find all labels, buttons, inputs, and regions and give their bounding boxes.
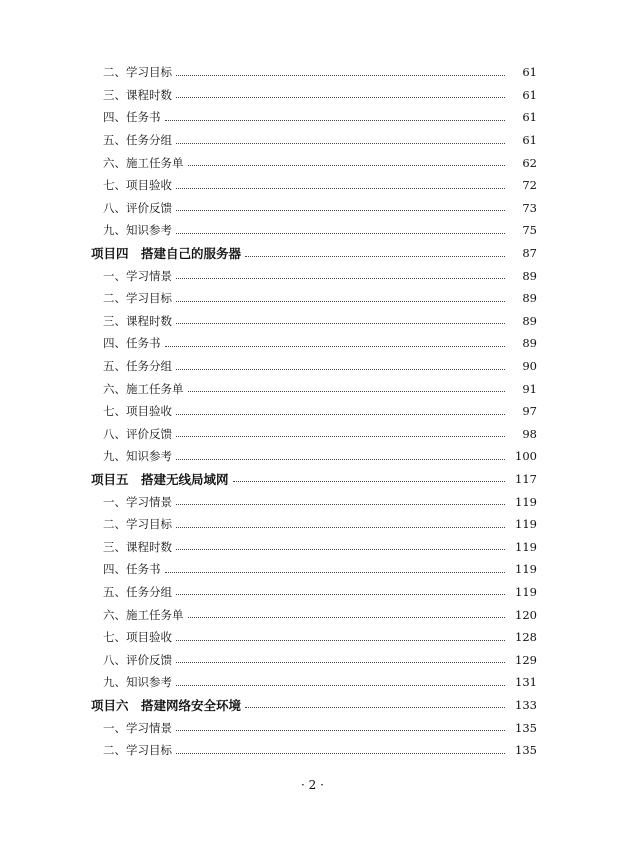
- toc-entry-page: 119: [515, 517, 537, 532]
- toc-project-entry[interactable]: [91, 242, 537, 265]
- toc-entry-page: 89: [522, 268, 537, 283]
- toc-entry[interactable]: [103, 287, 537, 310]
- toc-project-entry[interactable]: [91, 694, 537, 717]
- toc-entry-page: 97: [522, 404, 537, 419]
- leader-dots: [176, 436, 505, 437]
- toc-entry[interactable]: [103, 400, 537, 423]
- leader-dots: [188, 617, 506, 618]
- toc-entry-title: 四、任务书: [103, 335, 165, 351]
- toc-entry-page: 131: [515, 675, 537, 690]
- toc-entry-page: 120: [515, 607, 537, 622]
- leader-dots: [176, 75, 505, 76]
- toc-entry-title: 项目四 搭建自己的服务器: [91, 244, 245, 262]
- toc-entry-title: 九、知识参考: [103, 448, 176, 464]
- leader-dots: [176, 278, 505, 279]
- toc-entry-title: 二、学习目标: [103, 64, 176, 80]
- toc-entry-page: 119: [515, 562, 537, 577]
- toc-entry-title: 六、施工任务单: [103, 155, 188, 171]
- toc-entry-title: 八、评价反馈: [103, 200, 176, 216]
- toc-entry-title: 二、学习目标: [103, 290, 176, 306]
- toc-entry[interactable]: [103, 310, 537, 333]
- leader-dots: [176, 662, 505, 663]
- leader-dots: [176, 369, 505, 370]
- leader-dots: [176, 323, 505, 324]
- toc-entry-title: 二、学习目标: [103, 742, 176, 758]
- toc-entry-title: 九、知识参考: [103, 222, 176, 238]
- leader-dots: [176, 188, 505, 189]
- toc-entry-page: 135: [515, 743, 537, 758]
- toc-entry-page: 100: [515, 449, 537, 464]
- toc-entry-title: 项目五 搭建无线局域网: [91, 470, 233, 488]
- leader-dots: [176, 549, 505, 550]
- toc-entry-page: 98: [522, 426, 537, 441]
- toc-entry[interactable]: [103, 129, 537, 152]
- toc-entry-page: 119: [515, 584, 537, 599]
- toc-entry[interactable]: [103, 61, 537, 84]
- toc-entry-title: 六、施工任务单: [103, 607, 188, 623]
- toc-entry[interactable]: [103, 151, 537, 174]
- toc-entry[interactable]: [103, 84, 537, 107]
- leader-dots: [176, 233, 505, 234]
- toc-entry-title: 四、任务书: [103, 109, 165, 125]
- toc-entry[interactable]: [103, 174, 537, 197]
- leader-dots: [176, 527, 505, 528]
- toc-entry-page: 129: [515, 652, 537, 667]
- leader-dots: [245, 707, 505, 708]
- toc-entry[interactable]: [103, 535, 537, 558]
- toc-entry-page: 89: [522, 336, 537, 351]
- toc-entry-title: 七、项目验收: [103, 403, 176, 419]
- toc-entry-page: 61: [522, 110, 537, 125]
- toc-entry[interactable]: [103, 513, 537, 536]
- toc-entry[interactable]: [103, 377, 537, 400]
- toc-entry-page: 119: [515, 539, 537, 554]
- toc-entry-title: 八、评价反馈: [103, 652, 176, 668]
- leader-dots: [176, 685, 505, 686]
- leader-dots: [245, 256, 505, 257]
- toc-entry-page: 87: [522, 246, 537, 261]
- toc-entry-title: 五、任务分组: [103, 132, 176, 148]
- leader-dots: [165, 346, 506, 347]
- leader-dots: [165, 572, 506, 573]
- toc-entry-page: 73: [522, 200, 537, 215]
- leader-dots: [176, 459, 505, 460]
- toc-entry-page: 117: [515, 471, 537, 486]
- toc-entry[interactable]: [103, 716, 537, 739]
- toc-entry[interactable]: [103, 603, 537, 626]
- toc-entry[interactable]: [103, 106, 537, 129]
- toc-entry-title: 九、知识参考: [103, 674, 176, 690]
- toc-entry[interactable]: [103, 671, 537, 694]
- toc-entry-title: 三、课程时数: [103, 87, 176, 103]
- toc-entry-title: 一、学习情景: [103, 720, 176, 736]
- toc-entry[interactable]: [103, 648, 537, 671]
- toc-entry-title: 一、学习情景: [103, 268, 176, 284]
- toc-project-entry[interactable]: [91, 468, 537, 491]
- toc-entry-title: 项目六 搭建网络安全环境: [91, 696, 245, 714]
- leader-dots: [188, 165, 506, 166]
- toc-entry-page: 133: [515, 697, 537, 712]
- leader-dots: [176, 97, 505, 98]
- toc-entry-page: 89: [522, 291, 537, 306]
- toc-entry-page: 128: [515, 630, 537, 645]
- toc-entry-page: 75: [522, 223, 537, 238]
- toc-entry[interactable]: [103, 355, 537, 378]
- toc-entry[interactable]: [103, 490, 537, 513]
- toc-entry-title: 七、项目验收: [103, 177, 176, 193]
- toc-entry[interactable]: [103, 626, 537, 649]
- toc-entry-page: 119: [515, 494, 537, 509]
- toc-entry[interactable]: [103, 739, 537, 762]
- toc-entry-page: 62: [522, 155, 537, 170]
- toc-entry[interactable]: [103, 423, 537, 446]
- toc-entry-title: 五、任务分组: [103, 584, 176, 600]
- toc-entry[interactable]: [103, 332, 537, 355]
- toc-entry-title: 四、任务书: [103, 561, 165, 577]
- leader-dots: [176, 640, 505, 641]
- page-number: · 2 ·: [301, 778, 324, 792]
- table-of-contents: [0, 61, 625, 761]
- toc-entry-page: 61: [522, 133, 537, 148]
- leader-dots: [176, 730, 505, 731]
- toc-entry[interactable]: [103, 219, 537, 242]
- leader-dots: [165, 120, 506, 121]
- toc-entry[interactable]: [103, 558, 537, 581]
- toc-entry-title: 一、学习情景: [103, 494, 176, 510]
- toc-entry[interactable]: [103, 264, 537, 287]
- leader-dots: [233, 481, 505, 482]
- toc-entry-page: 89: [522, 313, 537, 328]
- toc-entry[interactable]: [103, 197, 537, 220]
- leader-dots: [176, 301, 505, 302]
- toc-entry-title: 六、施工任务单: [103, 381, 188, 397]
- leader-dots: [176, 594, 505, 595]
- toc-entry[interactable]: [103, 445, 537, 468]
- leader-dots: [176, 504, 505, 505]
- toc-entry-title: 三、课程时数: [103, 313, 176, 329]
- toc-entry-title: 八、评价反馈: [103, 426, 176, 442]
- toc-entry-page: 90: [522, 359, 537, 374]
- leader-dots: [176, 143, 505, 144]
- leader-dots: [176, 210, 505, 211]
- toc-entry-page: 91: [522, 381, 537, 396]
- toc-entry-title: 三、课程时数: [103, 539, 176, 555]
- toc-entry-title: 七、项目验收: [103, 629, 176, 645]
- toc-entry[interactable]: [103, 581, 537, 604]
- toc-entry-page: 61: [522, 65, 537, 80]
- toc-entry-page: 61: [522, 87, 537, 102]
- toc-entry-page: 135: [515, 720, 537, 735]
- leader-dots: [176, 753, 505, 754]
- leader-dots: [188, 391, 506, 392]
- toc-entry-page: 72: [522, 178, 537, 193]
- toc-entry-title: 二、学习目标: [103, 516, 176, 532]
- leader-dots: [176, 414, 505, 415]
- toc-entry-title: 五、任务分组: [103, 358, 176, 374]
